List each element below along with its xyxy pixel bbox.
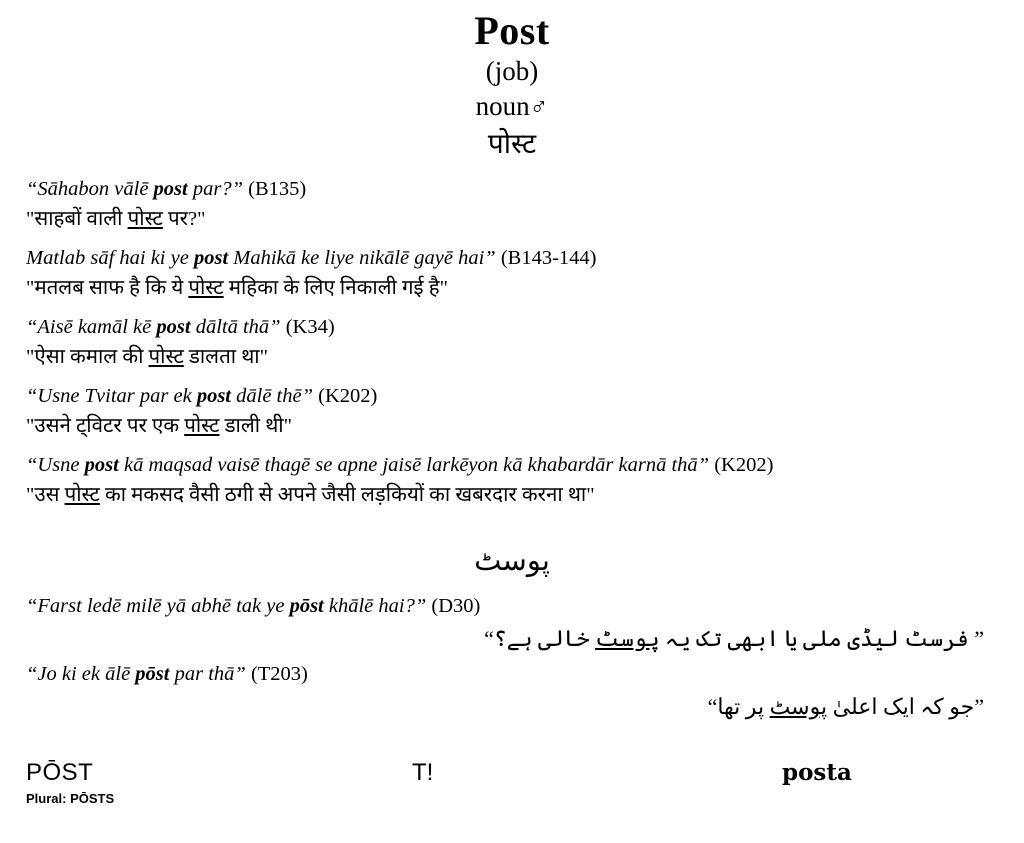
transliteration-line [26, 243, 1004, 273]
footer-left-block [26, 759, 114, 808]
translit-text: “Usne Tvitar par ek [26, 385, 197, 407]
devanagari-line [26, 480, 1004, 511]
gender-symbol-icon: ♂ [529, 94, 549, 121]
translit-text: “Sāhabon vālē [26, 178, 154, 200]
page-title: Post [474, 8, 550, 53]
devanagari-text: "ऐसा कमाल की [26, 346, 149, 368]
urdu-text: ”جو کہ ایک اعلیٰ [827, 694, 984, 719]
footer [0, 759, 1024, 819]
devanagari-keyword: पोस्ट [148, 346, 184, 368]
devanagari-keyword: पोस्ट [188, 277, 224, 299]
example-entry [26, 174, 1004, 235]
translit-text-tail: kā maqsad vaisē thagē se apne jaisē larkēyon kā khabardār karnā thā” [118, 454, 710, 476]
translit-text: “Usne [26, 454, 85, 476]
devanagari-text: "उसने ट्विटर पर एक [26, 415, 185, 437]
transliteration-line [26, 174, 1004, 204]
transliteration-line [26, 450, 1004, 480]
footer-plural: Plural: PŌSTS [26, 791, 115, 806]
devanagari-text-tail: डाली थी" [219, 415, 292, 437]
transliteration-line [26, 312, 1004, 342]
devanagari-text-tail: डालता था" [183, 346, 268, 368]
citation: (T203) [250, 663, 308, 685]
footer-right-text: posta [782, 759, 852, 786]
devanagari-line [26, 204, 1004, 235]
translit-text: “Farst ledē milē yā abhē tak ye [26, 595, 290, 617]
example-entry [26, 243, 1004, 304]
urdu-headword: پوسٹ [474, 545, 550, 577]
translit-keyword: post [193, 247, 229, 269]
sense-label: (job) [485, 56, 539, 86]
devanagari-text: "साहबों वाली [26, 208, 128, 230]
devanagari-text: "उस [26, 484, 65, 506]
urdu-keyword: پوسٹ [595, 626, 660, 651]
devanagari-line [26, 273, 1004, 304]
devanagari-text-tail: का मकसद वैसी ठगी से अपने जैसी लड़कियों का खबरदार करना था" [99, 484, 595, 506]
footer-headword: PŌST [26, 759, 94, 786]
translit-text-tail: Mahikā ke liye nikālē gayē hai” [228, 247, 496, 269]
transliteration-line [26, 381, 1004, 411]
urdu-example-entry [26, 659, 1004, 725]
devanagari-text-tail: पर?" [162, 208, 206, 230]
translit-keyword: post [156, 316, 191, 338]
translit-text-tail: dālē thē” [231, 385, 314, 407]
devanagari-keyword: पोस्ट [184, 415, 220, 437]
devanagari-text: "मतलब साफ है कि ये [26, 277, 189, 299]
translit-keyword: post [196, 385, 232, 407]
devanagari-keyword: पोस्ट [127, 208, 163, 230]
example-entry [26, 381, 1004, 442]
example-list [0, 174, 1024, 511]
translit-text-tail: dāltā thā” [190, 316, 281, 338]
citation: (B143-144) [500, 247, 597, 269]
transliteration-line [26, 591, 1004, 621]
part-of-speech-line [0, 88, 1024, 126]
citation: (K34) [285, 316, 335, 338]
devanagari-line [26, 411, 1004, 442]
urdu-line [26, 621, 1004, 657]
citation: (K202) [714, 454, 774, 476]
translit-text: “Aisē kamāl kē [26, 316, 157, 338]
part-of-speech: noun [475, 91, 530, 121]
translit-keyword: post [153, 178, 188, 200]
translit-keyword: pōst [135, 663, 170, 685]
transliteration-line [26, 659, 1004, 689]
devanagari-line [26, 342, 1004, 373]
citation: (B135) [248, 178, 307, 200]
citation: (K202) [318, 385, 378, 407]
translit-text: Matlab sāf hai ki ye [26, 247, 194, 269]
devanagari-text-tail: महिका के लिए निकाली गई है" [223, 277, 448, 299]
translit-text-tail: par thā” [169, 663, 246, 685]
urdu-text-tail: پر تھا“ [707, 694, 770, 719]
example-entry [26, 450, 1004, 511]
urdu-example-list [0, 591, 1024, 725]
translit-keyword: pōst [289, 595, 324, 617]
citation: (D30) [431, 595, 481, 617]
translit-text: “Jo ki ek ālē [26, 663, 136, 685]
urdu-line [26, 689, 1004, 725]
footer-center-text: T! [412, 759, 434, 786]
urdu-text-tail: خالی ہے؟“ [484, 626, 596, 651]
urdu-keyword: پوسٹ [769, 694, 828, 719]
devanagari-keyword: पोस्ट [64, 484, 100, 506]
translit-text-tail: par?” [187, 178, 243, 200]
translit-keyword: post [84, 454, 119, 476]
example-entry [26, 312, 1004, 373]
devanagari-headword: पोस्ट [487, 129, 537, 160]
translit-text-tail: khālē hai?” [323, 595, 427, 617]
urdu-example-entry [26, 591, 1004, 657]
entry-header [0, 0, 1024, 164]
urdu-text: ” فرسٹ لیڈی ملی یا ابھی تک یہ [659, 626, 984, 651]
